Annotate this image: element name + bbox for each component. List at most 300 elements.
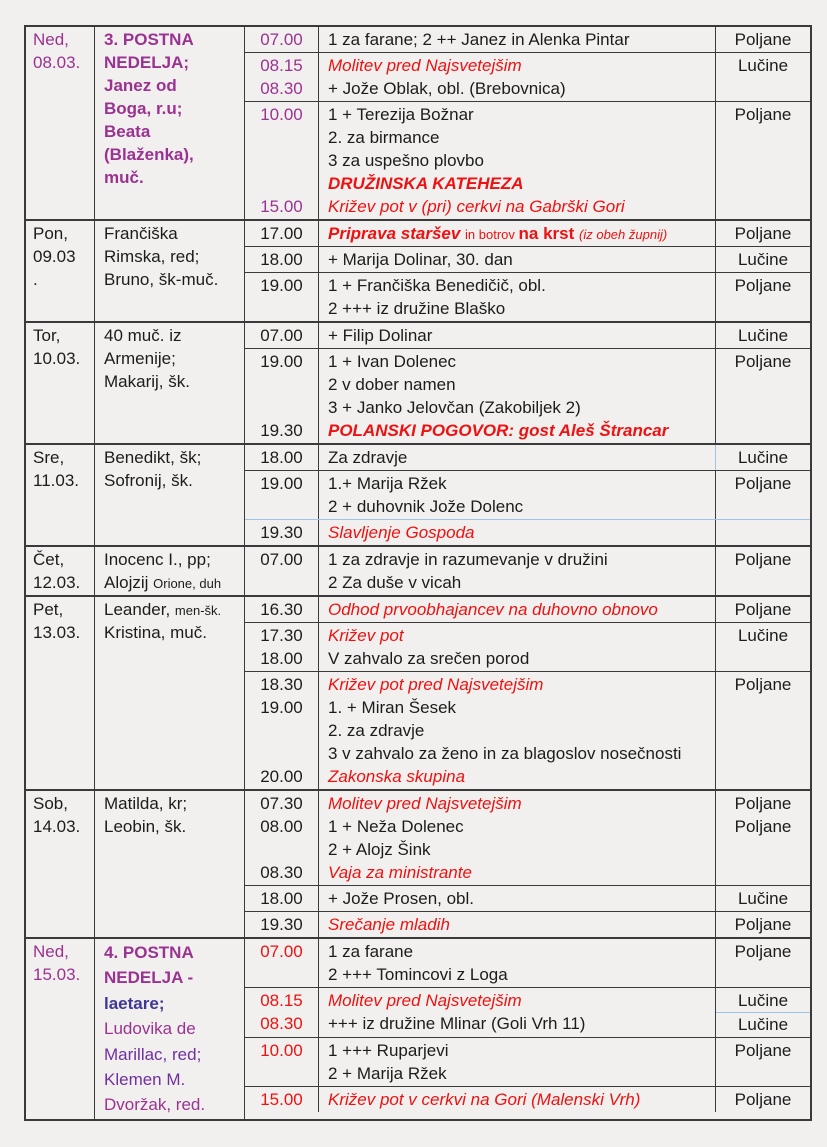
- text-segment: NEDELJA -: [104, 968, 194, 988]
- place-value: Poljane: [734, 915, 792, 934]
- place-cell: [716, 445, 810, 470]
- text-segment: Križev pot v (pri) cerkvi na Gabrški Gori: [328, 197, 625, 216]
- intention-line: [328, 989, 715, 1012]
- intentions-cell: [319, 27, 716, 52]
- text-segment: (iz obeh župnij): [579, 227, 668, 242]
- schedule-group: [245, 27, 810, 52]
- place-value: Poljane: [734, 276, 792, 295]
- day-date-line: 09.03: [33, 247, 76, 266]
- intention-line: [328, 350, 715, 373]
- text-segment: na krst: [518, 224, 580, 243]
- intentions-cell: [319, 273, 716, 321]
- time-cell: [245, 323, 319, 348]
- text-segment: POLANSKI POGOVOR: gost Aleš Štrancar: [328, 421, 669, 440]
- time-cell: [245, 221, 319, 246]
- day-date-line: 08.03.: [33, 53, 81, 72]
- time-value: 07.30: [260, 794, 303, 813]
- time-value: 17.30: [260, 626, 303, 645]
- intention-line: [328, 887, 715, 910]
- saints-line: [104, 621, 242, 644]
- time-value: 07.00: [260, 550, 303, 569]
- saints-line: [104, 991, 242, 1016]
- place-cell: [716, 53, 810, 101]
- intention-line: [328, 297, 715, 320]
- day-date-line: Ned,: [33, 30, 69, 49]
- text-segment: Za zdravje: [328, 448, 408, 467]
- time-value: 20.00: [260, 767, 303, 786]
- time-cell: [245, 102, 319, 219]
- saints-line: [104, 571, 242, 594]
- place-cell: [716, 471, 810, 519]
- place-cell: [716, 247, 810, 272]
- time-cell: [245, 27, 319, 52]
- place-value: Lučine: [737, 56, 789, 75]
- schedule-group: [245, 470, 810, 519]
- intention-line: [328, 495, 715, 518]
- place-subcell: Lučine: [737, 991, 789, 1010]
- text-segment: DRUŽINSKA KATEHEZA: [328, 174, 524, 193]
- time-groups: [245, 597, 810, 789]
- time-value: 18.00: [260, 250, 303, 269]
- intention-line: [328, 373, 715, 396]
- saints-line: [104, 1042, 242, 1067]
- day-cell: [26, 221, 95, 321]
- text-segment: Bruno, šk-muč.: [104, 270, 219, 289]
- intention-line: [328, 419, 715, 442]
- text-segment: NEDELJA;: [104, 53, 190, 72]
- time-value: [245, 396, 318, 419]
- text-segment: Molitev pred Najsvetejšim: [328, 794, 522, 813]
- saints-cell: [95, 939, 245, 1119]
- time-groups: [245, 323, 810, 443]
- intention-line: [328, 222, 715, 245]
- intention-line: [328, 571, 715, 594]
- place-cell: [716, 323, 810, 348]
- time-value: 19.30: [260, 421, 303, 440]
- text-segment: 1 +++ Ruparjevi: [328, 1041, 449, 1060]
- time-value: 18.00: [260, 649, 303, 668]
- text-segment: Odhod prvoobhajancev na duhovno obnovo: [328, 600, 658, 619]
- intention-line: [328, 696, 715, 719]
- place-value: Poljane: [734, 817, 792, 836]
- time-value: [245, 742, 318, 765]
- time-value: [245, 297, 318, 320]
- intention-line: [328, 861, 715, 884]
- text-segment: Leander,: [104, 600, 175, 619]
- text-segment: 2 +++ iz družine Blaško: [328, 299, 506, 318]
- intention-line: [328, 1012, 715, 1035]
- intention-line: [328, 548, 715, 571]
- text-segment: Križev pot: [328, 626, 404, 645]
- place-cell: [716, 988, 810, 1037]
- place-value: Poljane: [734, 352, 792, 371]
- day-date-line: Tor,: [33, 326, 61, 345]
- place-value: Lučine: [737, 448, 789, 467]
- intention-line: [328, 719, 715, 742]
- day-row: [26, 937, 810, 1119]
- saints-cell: [95, 323, 245, 443]
- time-value: 07.00: [260, 326, 303, 345]
- schedule-group: [245, 52, 810, 101]
- saints-line: [104, 120, 242, 143]
- place-value: Poljane: [734, 224, 792, 243]
- time-cell: [245, 349, 319, 443]
- intention-line: [328, 172, 715, 195]
- time-value: 19.30: [260, 523, 303, 542]
- text-segment: 2 + duhovnik Jože Dolenc: [328, 497, 524, 516]
- text-segment: Rimska, red;: [104, 247, 200, 266]
- text-segment: laetare;: [104, 993, 165, 1013]
- time-value: 17.00: [260, 224, 303, 243]
- intentions-cell: [319, 445, 716, 470]
- intentions-cell: [319, 520, 716, 545]
- saints-cell: [95, 27, 245, 219]
- time-value: 08.15: [260, 991, 303, 1010]
- place-cell: [716, 273, 810, 321]
- text-segment: Klemen M.: [104, 1069, 186, 1089]
- intentions-cell: [319, 547, 716, 595]
- intention-line: [328, 624, 715, 647]
- intention-line: [328, 1088, 715, 1111]
- text-segment: Armenije;: [104, 349, 176, 368]
- time-value: [245, 172, 318, 195]
- place-cell: [716, 27, 810, 52]
- intention-line: [328, 195, 715, 218]
- schedule-group: [245, 791, 810, 885]
- intention-line: [328, 126, 715, 149]
- day-row: [26, 27, 810, 219]
- saints-line: [104, 268, 242, 291]
- place-cell: [716, 623, 810, 671]
- text-segment: Srečanje mladih: [328, 915, 450, 934]
- intention-line: [328, 472, 715, 495]
- day-row: [26, 443, 810, 545]
- saints-cell: [95, 791, 245, 937]
- place-cell: [716, 1038, 810, 1086]
- text-segment: Sofronij, šk.: [104, 471, 193, 490]
- intentions-cell: [319, 597, 716, 622]
- place-cell: [716, 912, 810, 937]
- day-row: [26, 789, 810, 937]
- saints-line: [104, 324, 242, 347]
- text-segment: Molitev pred Najsvetejšim: [328, 56, 522, 75]
- saints-line: [104, 598, 242, 621]
- text-segment: Beata: [104, 122, 151, 141]
- text-segment: (Blaženka),: [104, 145, 194, 164]
- schedule-group: [245, 323, 810, 348]
- intention-line: [328, 963, 715, 986]
- day-row: [26, 545, 810, 595]
- saints-line: [104, 222, 242, 245]
- intentions-cell: [319, 1038, 716, 1086]
- saints-line: [104, 1016, 242, 1041]
- text-segment: Vaja za ministrante: [328, 863, 472, 882]
- saints-line: [104, 1067, 242, 1092]
- intention-line: [328, 765, 715, 788]
- saints-line: [104, 446, 242, 469]
- saints-line: [104, 1092, 242, 1117]
- intentions-cell: [319, 939, 716, 987]
- time-value: [245, 1062, 318, 1085]
- place-value: Poljane: [734, 942, 792, 961]
- time-value: 19.00: [260, 352, 303, 371]
- text-segment: + Filip Dolinar: [328, 326, 433, 345]
- time-value: 08.30: [260, 863, 303, 882]
- time-value: [245, 495, 318, 518]
- time-cell: [245, 1038, 319, 1086]
- text-segment: 2 +++ Tomincovi z Loga: [328, 965, 508, 984]
- time-cell: [245, 791, 319, 885]
- schedule-group: [245, 939, 810, 987]
- intentions-cell: [319, 623, 716, 671]
- time-value: 19.30: [260, 915, 303, 934]
- schedule-group: [245, 547, 810, 595]
- text-segment: 2 v dober namen: [328, 375, 456, 394]
- intentions-cell: [319, 247, 716, 272]
- intention-line: [328, 274, 715, 297]
- day-date-line: Pet,: [33, 600, 64, 619]
- place-value: Poljane: [734, 600, 792, 619]
- place-cell: [716, 547, 810, 595]
- text-segment: Orione, duh: [153, 576, 222, 591]
- time-value: 18.00: [260, 448, 303, 467]
- place-value: Poljane: [734, 474, 792, 493]
- text-segment: in botrov: [465, 227, 519, 242]
- text-segment: 40 muč. iz: [104, 326, 182, 345]
- place-value: Lučine: [737, 889, 789, 908]
- time-value: 19.00: [260, 698, 303, 717]
- text-segment: Zakonska skupina: [328, 767, 466, 786]
- time-value: 08.30: [260, 79, 303, 98]
- text-segment: 1 + Ivan Dolenec: [328, 352, 457, 371]
- time-cell: [245, 547, 319, 595]
- day-date-line: Ned,: [33, 942, 69, 961]
- time-groups: [245, 791, 810, 937]
- schedule-group: [245, 1037, 810, 1086]
- intentions-cell: [319, 672, 716, 789]
- schedule-group: [245, 1086, 810, 1112]
- time-value: 07.00: [260, 942, 303, 961]
- saints-line: [104, 97, 242, 120]
- saints-line: [104, 370, 242, 393]
- schedule-group: [245, 622, 810, 671]
- day-cell: [26, 597, 95, 789]
- schedule-group: [245, 246, 810, 272]
- place-cell: [716, 791, 810, 885]
- text-segment: 1 za zdravje in razumevanje v družini: [328, 550, 608, 569]
- saints-line: [104, 815, 242, 838]
- saints-line: [104, 166, 242, 189]
- text-segment: Marillac, red;: [104, 1044, 202, 1064]
- time-value: 18.30: [260, 675, 303, 694]
- intention-line: [328, 940, 715, 963]
- time-cell: [245, 520, 319, 545]
- text-segment: 3 + Janko Jelovčan (Zakobiljek 2): [328, 398, 581, 417]
- place-value: Lučine: [737, 250, 789, 269]
- time-value: 08.15: [260, 56, 303, 75]
- place-cell: [716, 597, 810, 622]
- time-cell: [245, 597, 319, 622]
- text-segment: Makarij, šk.: [104, 372, 190, 391]
- text-segment: 2 + Alojz Šink: [328, 840, 431, 859]
- place-cell: [716, 886, 810, 911]
- time-value: 19.00: [260, 276, 303, 295]
- text-segment: 1 + Neža Dolenec: [328, 817, 464, 836]
- schedule-group: [245, 597, 810, 622]
- text-segment: Slavljenje Gospoda: [328, 523, 475, 542]
- intention-line: [328, 248, 715, 271]
- time-value: [245, 963, 318, 986]
- time-value: [245, 149, 318, 172]
- time-value: 08.30: [260, 1014, 303, 1033]
- place-cell: [716, 349, 810, 443]
- intention-line: [328, 103, 715, 126]
- intention-line: [328, 149, 715, 172]
- intentions-cell: [319, 1087, 716, 1112]
- day-date-line: Sre,: [33, 448, 65, 467]
- text-segment: Janez od: [104, 76, 177, 95]
- intention-line: [328, 1039, 715, 1062]
- place-value: Poljane: [734, 794, 792, 813]
- saints-line: [104, 940, 242, 965]
- time-groups: [245, 221, 810, 321]
- saints-line: [104, 74, 242, 97]
- intention-line: [328, 324, 715, 347]
- text-segment: Boga, r.u;: [104, 99, 183, 118]
- text-segment: Benedikt, šk;: [104, 448, 202, 467]
- time-value: 07.00: [260, 30, 303, 49]
- time-value: [245, 838, 318, 861]
- text-segment: 1 + Frančiška Benedičič, obl.: [328, 276, 546, 295]
- text-segment: 2 + Marija Ržek: [328, 1064, 447, 1083]
- time-cell: [245, 247, 319, 272]
- time-cell: [245, 273, 319, 321]
- saints-line: [104, 51, 242, 74]
- text-segment: 2. za zdravje: [328, 721, 425, 740]
- time-groups: [245, 547, 810, 595]
- text-segment: Ludovika de: [104, 1019, 196, 1039]
- intention-line: [328, 77, 715, 100]
- saints-line: [104, 28, 242, 51]
- day-date-line: 13.03.: [33, 623, 81, 642]
- place-cell: [716, 939, 810, 987]
- text-segment: Inocenc I., pp;: [104, 550, 211, 569]
- schedule-group: [245, 885, 810, 911]
- place-cell: [716, 672, 810, 789]
- day-row: [26, 219, 810, 321]
- intention-line: [328, 598, 715, 621]
- day-cell: [26, 939, 95, 1119]
- saints-line: [104, 469, 242, 492]
- time-cell: [245, 445, 319, 470]
- saints-line: [104, 792, 242, 815]
- text-segment: men-šk.: [174, 603, 222, 618]
- time-value: 18.00: [260, 889, 303, 908]
- time-value: 08.00: [260, 817, 303, 836]
- text-segment: Alojzij: [104, 573, 154, 592]
- text-segment: 1.+ Marija Ržek: [328, 474, 447, 493]
- place-value: Poljane: [734, 1041, 792, 1060]
- intentions-cell: [319, 471, 716, 519]
- intention-line: [328, 647, 715, 670]
- time-groups: [245, 939, 810, 1119]
- intention-line: [328, 54, 715, 77]
- intention-line: [328, 1062, 715, 1085]
- schedule-group: [245, 671, 810, 789]
- text-segment: Frančiška: [104, 224, 178, 243]
- day-date-line: 11.03.: [33, 471, 80, 490]
- day-row: [26, 321, 810, 443]
- time-groups: [245, 27, 810, 219]
- time-value: 15.00: [260, 1090, 303, 1109]
- schedule-group: [245, 101, 810, 219]
- intentions-cell: [319, 912, 716, 937]
- text-segment: 1 za farane: [328, 942, 414, 961]
- place-value: Poljane: [734, 550, 792, 569]
- saints-cell: [95, 547, 245, 595]
- intentions-cell: [319, 886, 716, 911]
- time-groups: [245, 445, 810, 545]
- day-date-line: 10.03.: [33, 349, 81, 368]
- place-value: Poljane: [734, 675, 792, 694]
- text-segment: Križev pot pred Najsvetejšim: [328, 675, 544, 694]
- time-value: [245, 126, 318, 149]
- schedule-group: [245, 272, 810, 321]
- intentions-cell: [319, 53, 716, 101]
- place-value: Poljane: [734, 30, 792, 49]
- time-cell: [245, 1087, 319, 1112]
- text-segment: Leobin, šk.: [104, 817, 187, 836]
- text-segment: Križev pot v cerkvi na Gori (Malenski Vrh): [328, 1090, 641, 1109]
- intention-line: [328, 521, 715, 544]
- intentions-cell: [319, 791, 716, 885]
- place-cell: [716, 221, 810, 246]
- day-row: [26, 595, 810, 789]
- intention-line: [328, 446, 715, 469]
- intentions-cell: [319, 988, 716, 1037]
- schedule-group: [245, 911, 810, 937]
- saints-line: [104, 965, 242, 990]
- place-cell: [716, 520, 810, 545]
- day-cell: [26, 445, 95, 545]
- time-cell: [245, 471, 319, 519]
- day-date-line: Čet,: [33, 550, 65, 569]
- day-date-line: 15.03.: [33, 965, 81, 984]
- day-date-line: Pon,: [33, 224, 68, 243]
- text-segment: + Jože Prosen, obl.: [328, 889, 475, 908]
- intention-line: [328, 396, 715, 419]
- place-value: Poljane: [734, 1090, 792, 1109]
- place-value: Poljane: [734, 105, 792, 124]
- time-value: 16.30: [260, 600, 303, 619]
- schedule-group: [245, 348, 810, 443]
- text-segment: Matilda, kr;: [104, 794, 188, 813]
- text-segment: + Jože Oblak, obl. (Brebovnica): [328, 79, 566, 98]
- intention-line: [328, 673, 715, 696]
- time-value: 19.00: [260, 474, 303, 493]
- text-segment: + Marija Dolinar, 30. dan: [328, 250, 513, 269]
- time-cell: [245, 912, 319, 937]
- mass-schedule-table: [24, 25, 812, 1121]
- schedule-group: [245, 221, 810, 246]
- schedule-group: [245, 519, 810, 545]
- intention-line: [328, 913, 715, 936]
- time-value: [245, 571, 318, 594]
- saints-line: [104, 245, 242, 268]
- text-segment: 4. POSTNA: [104, 943, 194, 962]
- text-segment: 2 Za duše v vicah: [328, 573, 462, 592]
- text-segment: Dvoržak, red.: [104, 1095, 206, 1115]
